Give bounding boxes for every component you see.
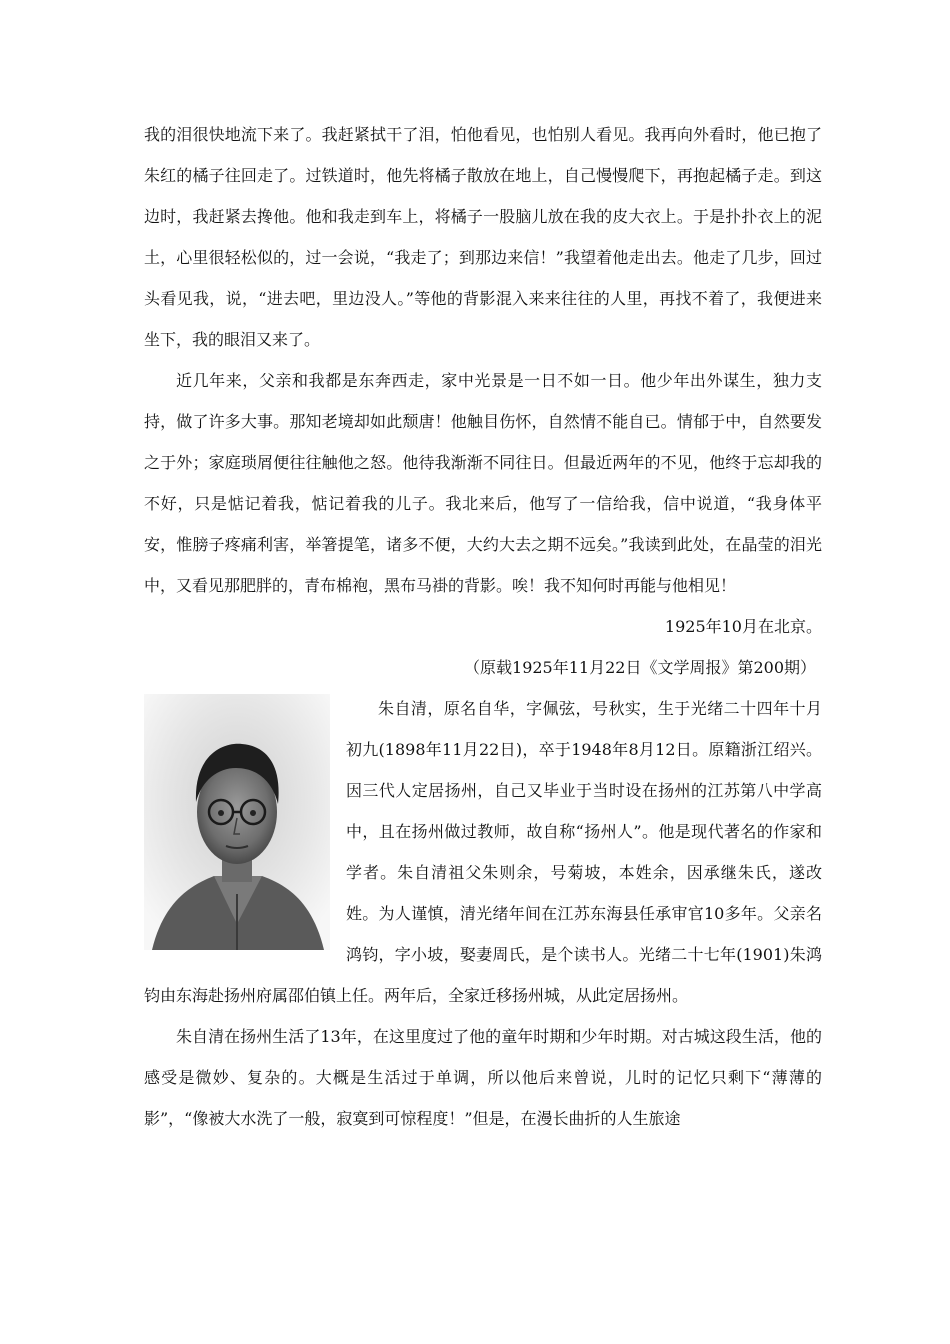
- bio-paragraph-1: 朱自清，原名自华，字佩弦，号秋实，生于光绪二十四年十月初九(1898年11月22日)，卒于1948年8月12日。原籍浙江绍兴。因三代人定居扬州，自己又毕业于当时设在扬州的江苏第八中学高中，且在扬州做过教师，故自称“扬州人”。他是现代著名的作家和学者。朱自清祖父朱则余，号菊坡，本姓余，因承继朱氏，遂改姓。为人谨慎，清光绪年间在江苏东海县任承审官10多年。父亲名鸿钧，字小坡，娶妻周氏，是个读书人。光绪二十七年(1901)朱鸿钧由东海赴扬州府属邵伯镇上任。两年后，全家迁移扬州城，从此定居扬州。: [144, 699, 822, 1005]
- author-portrait: [144, 694, 330, 950]
- bio-paragraph-2: 朱自清在扬州生活了13年，在这里度过了他的童年时期和少年时期。对古城这段生活，他的感受是微妙、复杂的。大概是生活过于单调，所以他后来曾说，儿时的记忆只剩下“薄薄的影”，“像被大水洗了一般，寂寞到可惊程度！”但是，在漫长曲折的人生旅途: [144, 1027, 822, 1128]
- essay-paragraph-2: 近几年来，父亲和我都是东奔西走，家中光景是一日不如一日。他少年出外谋生，独力支持，做了许多大事。那知老境却如此颓唐！他触目伤怀，自然情不能自已。情郁于中，自然要发之于外；家庭琐屑便往往触他之怒。他待我渐渐不同往日。但最近两年的不见，他终于忘却我的不好，只是惦记着我，惦记着我的儿子。我北来后，他写了一信给我，信中说道，“我身体平安，惟膀子疼痛利害，举箸提笔，诸多不便，大约大去之期不远矣。”我读到此处，在晶莹的泪光中，又看见那肥胖的，青布棉袍，黑布马褂的背影。唉！我不知何时再能与他相见！: [144, 371, 822, 595]
- author-bio: [144, 688, 822, 1139]
- document-page: [144, 114, 822, 1139]
- dateline: 1925年10月在北京。: [664, 617, 822, 636]
- publication-source: （原载1925年11月22日《文学周报》第200期）: [464, 658, 816, 677]
- essay-paragraph-1: 我的泪很快地流下来了。我赶紧拭干了泪，怕他看见，也怕别人看见。我再向外看时，他已抱了朱红的橘子往回走了。过铁道时，他先将橘子散放在地上，自己慢慢爬下，再抱起橘子走。到这边时，我赶紧去搀他。他和我走到车上，将橘子一股脑儿放在我的皮大衣上。于是扑扑衣上的泥土，心里很轻松似的，过一会说，“我走了；到那边来信！”我望着他走出去。他走了几步，回过头看见我，说，“进去吧，里边没人。”等他的背影混入来来往往的人里，再找不着了，我便进来坐下，我的眼泪又来了。: [144, 125, 822, 349]
